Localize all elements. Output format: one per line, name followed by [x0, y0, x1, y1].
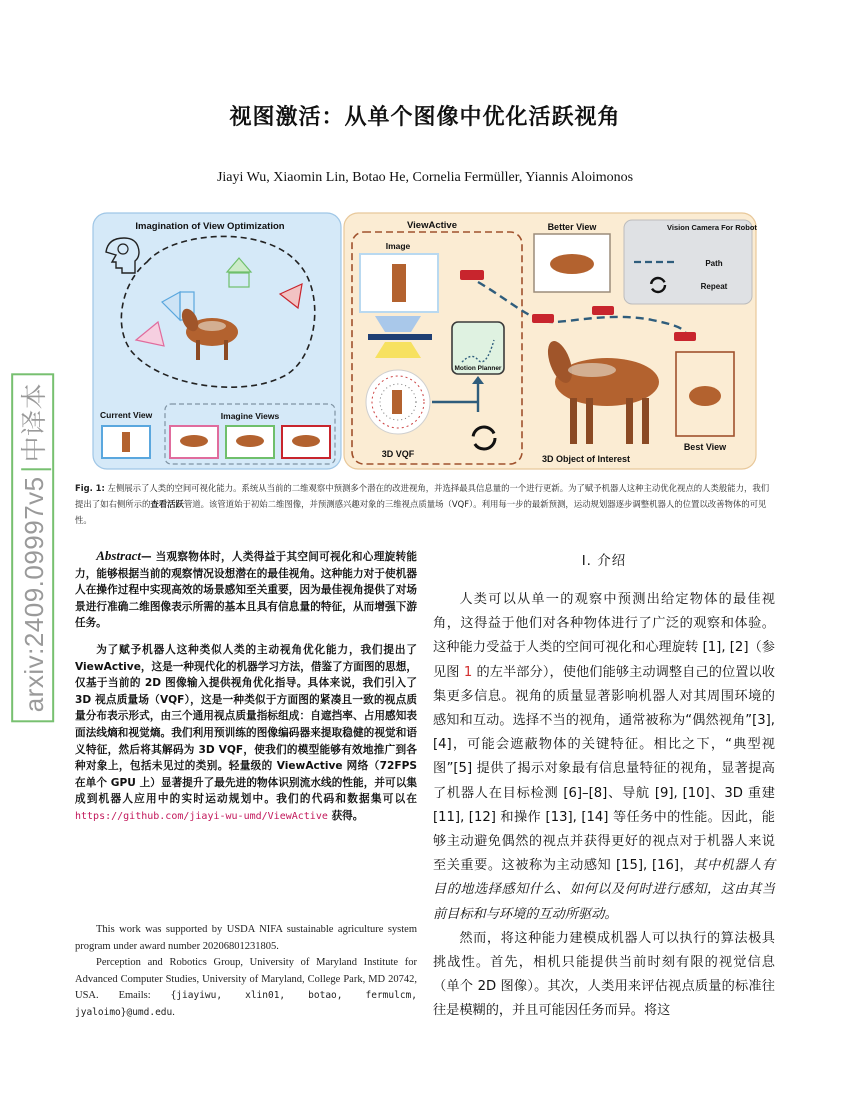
current-view-label: Current View [100, 410, 153, 420]
abstract-paragraph-2 [75, 642, 417, 826]
caption-text-before: 左侧展示了人类的空间可视化能力。系统从当前的二维观察中预测多个潜在的改进视角，并选择最具信息量的一个进行更新。为了赋予机器人这种主动优化视点的人类般能力，我们提出了如右侧所示的 [75, 483, 770, 509]
vqf-label: 3D VQF [381, 449, 415, 459]
footnote-affiliation-text: Perception and Robotics Group, University of Maryland Institute for Advanced Computer Studies, University of Maryland, College Park, MD 20742, USA. Emails: [75, 957, 417, 1001]
repeat-label: Repeat [700, 282, 728, 291]
intro-p1-italic: 其中机器人有目的地选择感知什么、如何以及何时进行感知，这由其当前目标和与环境的互动所驱动。 [433, 858, 776, 922]
motion-planner-label: Motion Planner [454, 365, 502, 372]
object-label: 3D Object of Interest [541, 454, 631, 464]
footnote-emails: {jiayiwu, xlin01, botao, fermulcm, jyaloimo}@umd.edu [75, 990, 417, 1018]
image-label: Image [385, 241, 411, 251]
intro-paragraph-2: 然而，将这种能力建模成机器人可以执行的算法极具挑战性。首先，相机只能提供当前时刻有限的视觉信息（单个 2D 图像）。其次，人类用来评估视点质量的标准往往是模糊的，并且可能因任务而异。将这 [433, 930, 775, 1019]
figure-caption [75, 480, 775, 528]
latent-bar [368, 334, 432, 340]
best-view-label: Best View [683, 442, 727, 452]
imagine-views-label: Imagine Views [220, 411, 280, 421]
caption-text-after: 管道。该管道始于初始二维图像，并预测感兴趣对象的三维视点质量场（VQF）。利用每一步的最新预测，运动规划器逐步调整机器人的位置以改善物体的可见性。 [75, 499, 767, 525]
footnote-affiliation [75, 955, 417, 1021]
paper-title: 视图激活：从单个图像中优化活跃视角 [229, 105, 621, 130]
arxiv-sidebar-stamp [14, 383, 52, 713]
abstract [75, 548, 417, 836]
intro-body [433, 588, 775, 1024]
intro-paragraph-1 [433, 588, 775, 927]
footnote-support: This work was supported by USDA NIFA sustainable agriculture system program under award number 20206801231805. [75, 924, 417, 952]
figure-1 [92, 212, 758, 472]
intro-p1-b: 的左半部分），使他们能够主动调整自己的位置以收集更多信息。视角的质量显著影响机器人对其周围环境的感知和互动。选择不当的视角，通常被称为“偶然视角”[3], [4]，可能会遮蔽物体的关键特征。相比之下，“典型视图”[5] 提供了揭示对象最有信息量特征的视角，显著提高了机器人在目标检测 [6]–[8]、导航 [9], [10]、3D 重建 [11], [12] 和操作 [13], [14] 等任务中的性能。因此，能够主动避免偶然的视点并获得更好的视点对于机器人来说至关重要。这被称为主动感知 [15], [16]， [433, 664, 775, 874]
path-label: Path [705, 259, 723, 268]
arxiv-id: arxiv:2409.09997v5 [19, 476, 50, 713]
vqf-sphere [366, 370, 430, 434]
left-panel-title: Imagination of View Optimization [135, 221, 285, 232]
intro-p1-a: 人类可以从单一的观察中预测出给定物体的最佳视角，这得益于他们对各种物体进行了广泛的观察和体验。这种能力受益于人类的空间可视化和心理旋转 [1], [2]（参见图 [433, 592, 775, 680]
abstract-keyword: Abstract [96, 548, 141, 563]
translation-tag: 中译本 [19, 383, 50, 463]
section-title-intro: I. 介绍 [581, 553, 627, 569]
caption-label: Fig. 1: [75, 483, 105, 493]
abstract-p2-end: 获得。 [331, 809, 364, 822]
figure-ref-link[interactable]: 1 [463, 664, 473, 680]
better-view-label: Better View [547, 222, 597, 232]
footnote-end: . [172, 1006, 175, 1018]
caption-bold-word: 查看活跃 [150, 499, 184, 509]
vision-camera-label: Vision Camera For Robot [667, 223, 757, 232]
abstract-paragraph-1 [75, 548, 417, 632]
legend-box [624, 220, 752, 304]
viewactive-label: ViewActive [407, 220, 457, 231]
abstract-p1-text: — 当观察物体时，人类得益于其空间可视化和心理旋转能力，能够根据当前的观察情况设想潜在的最佳视角。这种能力对于使机器人在操作过程中实现高效的场景感知至关重要，因为最佳视角提供了对场景进行准确二维图像表示所需的基本且具有信息量的特征，从而增强下游任务。 [75, 551, 417, 630]
abstract-p2-text: 为了赋予机器人这种类似人类的主动视角优化能力，我们提出了 ViewActive，这是一种现代化的机器学习方法，借鉴了方面图的思想，仅基于当前的 2D 图像输入提供视角优化指导。具体来说，我们引入了 3D 视点质量场（VQF），这是一种类似于方面图的紧凑且一致的视点质量分布表示形式，由三个通用视点质量指标组成：自遮挡率、占用感知表面法线熵和视觉熵。我们利用预训练的图像编码器来提取稳健的视觉和语义特征，然后将其解码为 3D VQF，使我们的模型能够有效地推广到各种对象上，包括未见过的类别。轻量级的 ViewActive 网络（72FPS 在单个 GPU 上）显著提升了最先进的物体识别流水线的性能，并可以集成到机器人应用中的实时运动规划中。我们的代码和数据集可以在 [75, 643, 417, 806]
footnote [75, 922, 417, 1021]
author-list: Jiayi Wu, Xiaomin Lin, Botao He, Cornelia Fermüller, Yiannis Aloimonos [216, 170, 634, 185]
github-link[interactable]: https://github.com/jiayi-wu-umd/ViewActive [75, 810, 328, 822]
